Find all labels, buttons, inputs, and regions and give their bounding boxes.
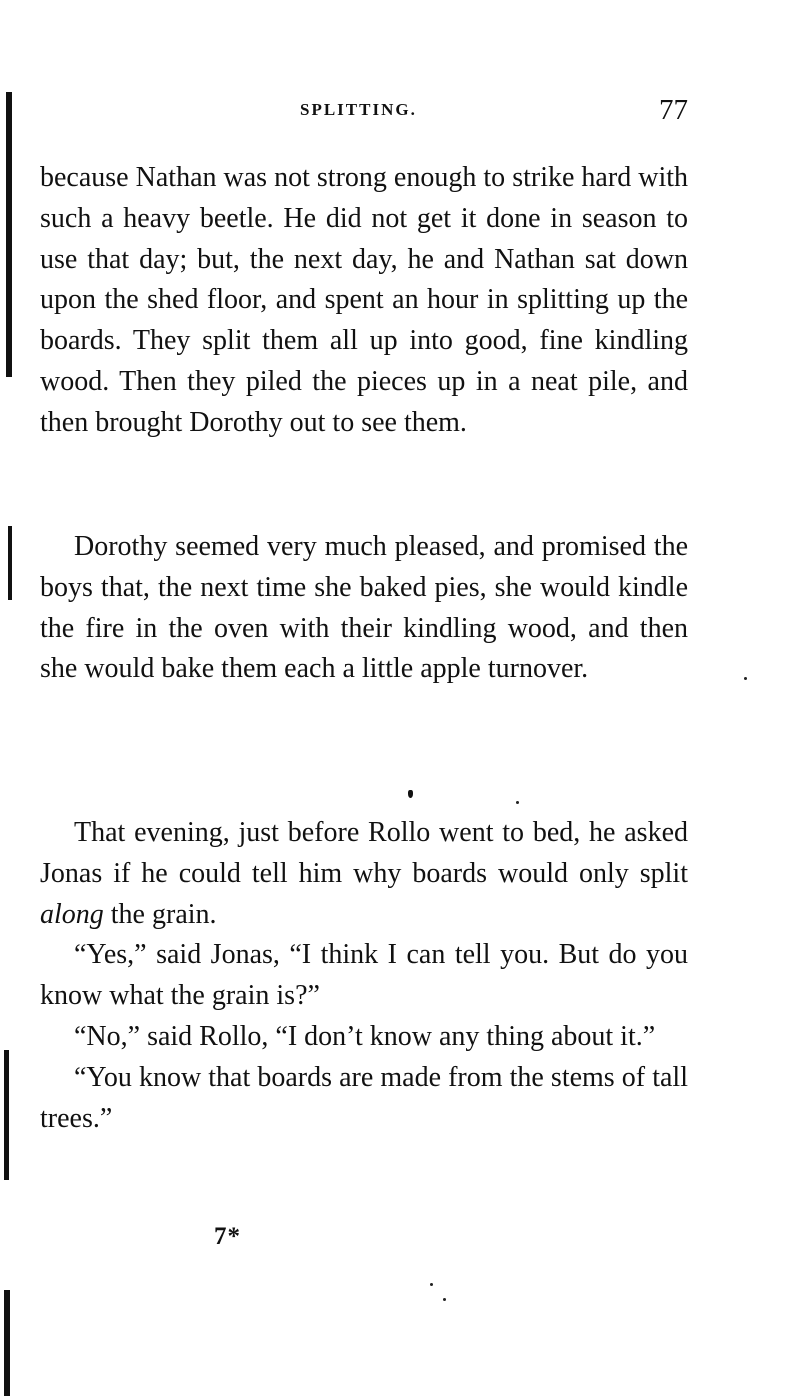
scan-edge-mark [4,1290,10,1396]
emphasis-text: along [40,898,104,930]
text-block-3 [40,813,688,1139]
paragraph: because Nathan was not strong enough to strike hard with such a heavy beetle. He did not get it done in season to use that day; but, the next day, he and Nathan sat down upon the shed floor, and spent an hour in splitting up the boards. They split them all up into good, fine kindling wood. Then they piled the pieces up in a neat pile, and then brought Dorothy out to see them. [40,162,688,438]
scan-speck [744,677,747,680]
paragraph: “You know that boards are made from the stems of tall trees.” [40,1061,688,1134]
scan-edge-mark [8,526,12,600]
scan-speck [516,801,519,804]
section-break-mark [408,790,413,798]
paragraph: Dorothy seemed very much pleased, and promised the boys that, the next time she baked pies, she would kindle the fire in the oven with their kindling wood, and then she would bake them each a little apple turnover. [40,531,688,685]
scan-speck [430,1283,433,1286]
signature-mark: 7* [214,1223,241,1250]
scan-speck [443,1298,446,1301]
text-block-2 [40,527,688,690]
scan-edge-mark [4,1050,9,1180]
text-block-1 [40,158,688,444]
paragraph: “Yes,” said Jonas, “I think I can tell you. But do you know what the grain is?” [40,939,688,1012]
running-head: SPLITTING. [300,100,417,119]
page-header [40,94,688,130]
paragraph [40,813,688,935]
paragraph-text: the grain. [103,898,217,930]
scan-edge-mark [6,92,12,377]
paragraph: “No,” said Rollo, “I don’t know any thing about it.” [74,1020,656,1052]
paragraph-text: That evening, just before Rollo went to bed, he asked Jonas if he could tell him why boards would only split [40,817,688,889]
page-number: 77 [659,94,688,126]
